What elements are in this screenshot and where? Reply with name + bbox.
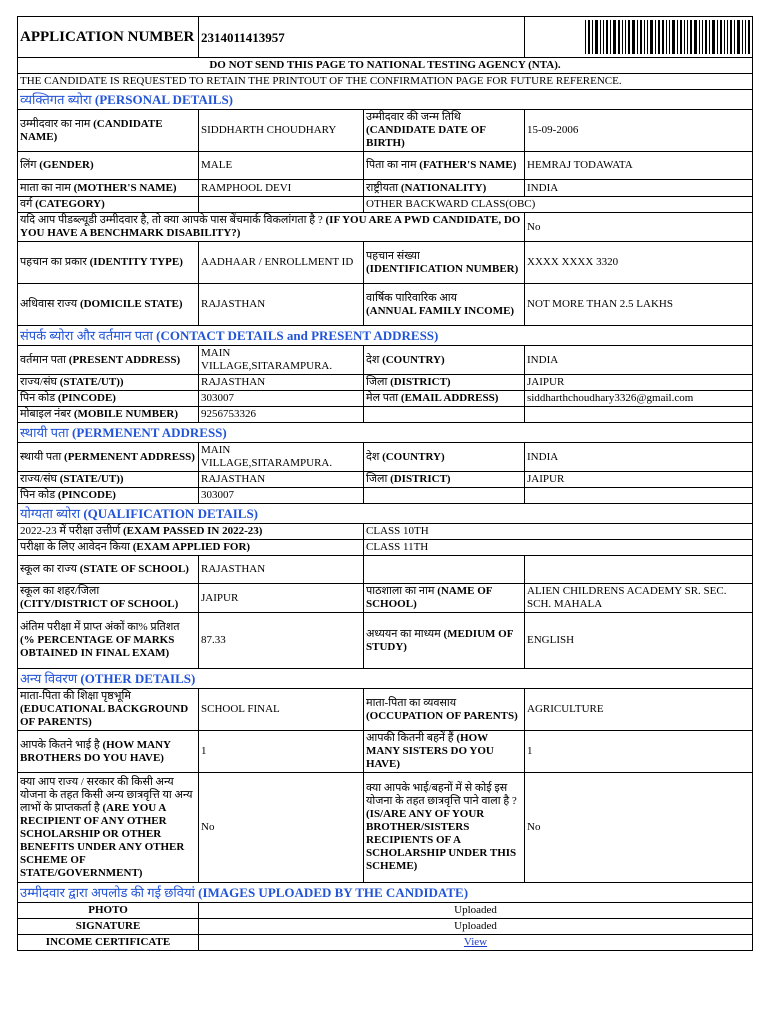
- permanent-address-value: MAIN VILLAGE,SITARAMPURA.: [199, 443, 364, 472]
- application-number-label: APPLICATION NUMBER: [18, 17, 199, 58]
- nationality-label: राष्ट्रीयता (NATIONALITY): [364, 180, 525, 197]
- income-label: वार्षिक पारिवारिक आय (ANNUAL FAMILY INCOME): [364, 284, 525, 326]
- percentage-value: 87.33: [199, 613, 364, 669]
- school-name-label: पाठशाला का नाम (NAME OF SCHOOL): [364, 584, 525, 613]
- section-images: उम्मीदवार द्वारा अपलोड की गई छवियां (IMAGES UPLOADED BY THE CANDIDATE): [18, 883, 753, 903]
- parents-occupation-value: AGRICULTURE: [525, 689, 753, 731]
- income-certificate-view-link[interactable]: View: [463, 936, 488, 948]
- father-label: पिता का नाम (FATHER'S NAME): [364, 152, 525, 180]
- district-label: जिला (DISTRICT): [364, 375, 525, 391]
- sisters-label: आपकी कितनी बहनें हैं (HOW MANY SISTERS DO YOU HAVE): [364, 731, 525, 773]
- exam-applied-label: परीक्षा के लिए आवेदन किया (EXAM APPLIED FOR): [18, 540, 364, 556]
- school-state-value: RAJASTHAN: [199, 556, 364, 584]
- candidate-name-value: SIDDHARTH CHOUDHARY: [199, 110, 364, 152]
- domicile-label: अधिवास राज्य (DOMICILE STATE): [18, 284, 199, 326]
- header-row: [18, 17, 753, 58]
- perm-country-value: INDIA: [525, 443, 753, 472]
- present-address-label: वर्तमान पता (PRESENT ADDRESS): [18, 346, 199, 375]
- perm-district-value: JAIPUR: [525, 472, 753, 488]
- school-city-value: JAIPUR: [199, 584, 364, 613]
- perm-state-label: राज्य/संघ (STATE/UT)): [18, 472, 199, 488]
- domicile-value: RAJASTHAN: [199, 284, 364, 326]
- mobile-value: 9256753326: [199, 407, 364, 423]
- photo-label: PHOTO: [18, 903, 199, 919]
- sibling-scholarship-value: No: [525, 773, 753, 883]
- section-permanent: स्थायी पता (PERMENENT ADDRESS): [18, 423, 753, 443]
- section-personal: [18, 90, 753, 110]
- email-value: siddharthchoudhary3326@gmail.com: [525, 391, 753, 407]
- id-number-value: XXXX XXXX 3320: [525, 242, 753, 284]
- section-title-en: (PERSONAL DETAILS): [94, 92, 233, 107]
- state-label: राज्य/संघ (STATE/UT)): [18, 375, 199, 391]
- barcode-icon: [527, 20, 750, 54]
- parents-education-label: माता-पिता की शिक्षा पृष्ठभूमि (EDUCATIONAL BACKGROUND OF PARENTS): [18, 689, 199, 731]
- mother-value: RAMPHOOL DEVI: [199, 180, 364, 197]
- school-city-label: स्कूल का शहर/जिला (CITY/DISTRICT OF SCHOOL): [18, 584, 199, 613]
- medium-value: ENGLISH: [525, 613, 753, 669]
- pwd-value: No: [525, 213, 753, 242]
- exam-applied-value: CLASS 11TH: [364, 540, 753, 556]
- id-type-label: पहचान का प्रकार (IDENTITY TYPE): [18, 242, 199, 284]
- income-certificate-cell: [199, 935, 753, 951]
- category-value: OTHER BACKWARD CLASS(OBC): [364, 197, 753, 213]
- scholarship-value: No: [199, 773, 364, 883]
- exam-passed-label: 2022-23 में परीक्षा उत्तीर्ण (EXAM PASSED IN 2022-23): [18, 524, 364, 540]
- gender-value: MALE: [199, 152, 364, 180]
- perm-district-label: जिला (DISTRICT): [364, 472, 525, 488]
- confirmation-table: [17, 16, 753, 951]
- school-name-value: ALIEN CHILDRENS ACADEMY SR. SEC. SCH. MAHALA: [525, 584, 753, 613]
- exam-passed-value: CLASS 10TH: [364, 524, 753, 540]
- gender-label: लिंग (GENDER): [18, 152, 199, 180]
- photo-status: Uploaded: [199, 903, 753, 919]
- brothers-value: 1: [199, 731, 364, 773]
- pincode-label: पिन कोड (PINCODE): [18, 391, 199, 407]
- section-qualification: योग्यता ब्योरा (QUALIFICATION DETAILS): [18, 504, 753, 524]
- income-certificate-label: INCOME CERTIFICATE: [18, 935, 199, 951]
- medium-label: अध्ययन का माध्यम (MEDIUM OF STUDY): [364, 613, 525, 669]
- barcode-cell: [525, 17, 753, 58]
- perm-country-label: देश (COUNTRY): [364, 443, 525, 472]
- nationality-value: INDIA: [525, 180, 753, 197]
- perm-pincode-value: 303007: [199, 488, 364, 504]
- dob-label: उम्मीदवार की जन्म तिथि (CANDIDATE DATE OF BIRTH): [364, 110, 525, 152]
- confirmation-page: [17, 16, 752, 951]
- id-number-label: पहचान संख्या (IDENTIFICATION NUMBER): [364, 242, 525, 284]
- section-other: अन्य विवरण (OTHER DETAILS): [18, 669, 753, 689]
- section-contact: संपर्क ब्योरा और वर्तमान पता (CONTACT DETAILS and PRESENT ADDRESS): [18, 326, 753, 346]
- sibling-scholarship-label: क्या आपके भाई/बहनों में से कोई इस योजना के तहत छात्रवृत्ति पाने वाला है ? (IS/ARE ANY OF YOUR BROTHER/SISTERS RECIPIENTS OF A SCHOLARSHIP UNDER THIS SCHEME): [364, 773, 525, 883]
- country-value: INDIA: [525, 346, 753, 375]
- notice-retain: THE CANDIDATE IS REQUESTED TO RETAIN THE PRINTOUT OF THE CONFIRMATION PAGE FOR FUTURE REFERENCE.: [18, 74, 753, 90]
- notice-do-not-send: DO NOT SEND THIS PAGE TO NATIONAL TESTING AGENCY (NTA).: [18, 58, 753, 74]
- mobile-label: मोबाइल नंबर (MOBILE NUMBER): [18, 407, 199, 423]
- candidate-name-label: उम्मीदवार का नाम (CANDIDATE NAME): [18, 110, 199, 152]
- application-number: 2314011413957: [199, 17, 525, 58]
- income-value: NOT MORE THAN 2.5 LAKHS: [525, 284, 753, 326]
- id-type-value: AADHAAR / ENROLLMENT ID: [199, 242, 364, 284]
- category-label: वर्ग (CATEGORY): [18, 197, 199, 213]
- permanent-address-label: स्थायी पता (PERMENENT ADDRESS): [18, 443, 199, 472]
- pwd-label: यदि आप पीडब्ल्यूडी उम्मीदवार है, तो क्या आपके पास बेंचमार्क विकलांगता है ? (IF YOU ARE A PWD CANDIDATE, DO YOU HAVE A BENCHMARK DISABILITY?): [18, 213, 525, 242]
- sisters-value: 1: [525, 731, 753, 773]
- school-state-label: स्कूल का राज्य (STATE OF SCHOOL): [18, 556, 199, 584]
- present-address-value: MAIN VILLAGE,SITARAMPURA.: [199, 346, 364, 375]
- country-label: देश (COUNTRY): [364, 346, 525, 375]
- brothers-label: आपके कितने भाई है (HOW MANY BROTHERS DO YOU HAVE): [18, 731, 199, 773]
- mother-label: माता का नाम (MOTHER'S NAME): [18, 180, 199, 197]
- signature-label: SIGNATURE: [18, 919, 199, 935]
- parents-education-value: SCHOOL FINAL: [199, 689, 364, 731]
- parents-occupation-label: माता-पिता का व्यवसाय (OCCUPATION OF PARENTS): [364, 689, 525, 731]
- signature-status: Uploaded: [199, 919, 753, 935]
- dob-value: 15-09-2006: [525, 110, 753, 152]
- district-value: JAIPUR: [525, 375, 753, 391]
- father-value: HEMRAJ TODAWATA: [525, 152, 753, 180]
- email-label: मेल पता (EMAIL ADDRESS): [364, 391, 525, 407]
- scholarship-label: क्या आप राज्य / सरकार की किसी अन्य योजना के तहत किसी अन्य छात्रवृत्ति या अन्य लाभों के प्राप्तकर्ता है (ARE YOU A RECIPIENT OF ANY OTHER SCHOLARSHIP OR OTHER BENEFITS UNDER ANY OTHER SCHEME OF STATE/GOVERNMENT): [18, 773, 199, 883]
- percentage-label: अंतिम परीक्षा में प्राप्त अंकों का% प्रतिशत (% PERCENTAGE OF MARKS OBTAINED IN FINAL EXAM): [18, 613, 199, 669]
- section-title-hi: व्यक्तिगत ब्योरा: [20, 92, 92, 107]
- perm-state-value: RAJASTHAN: [199, 472, 364, 488]
- perm-pincode-label: पिन कोड (PINCODE): [18, 488, 199, 504]
- pincode-value: 303007: [199, 391, 364, 407]
- state-value: RAJASTHAN: [199, 375, 364, 391]
